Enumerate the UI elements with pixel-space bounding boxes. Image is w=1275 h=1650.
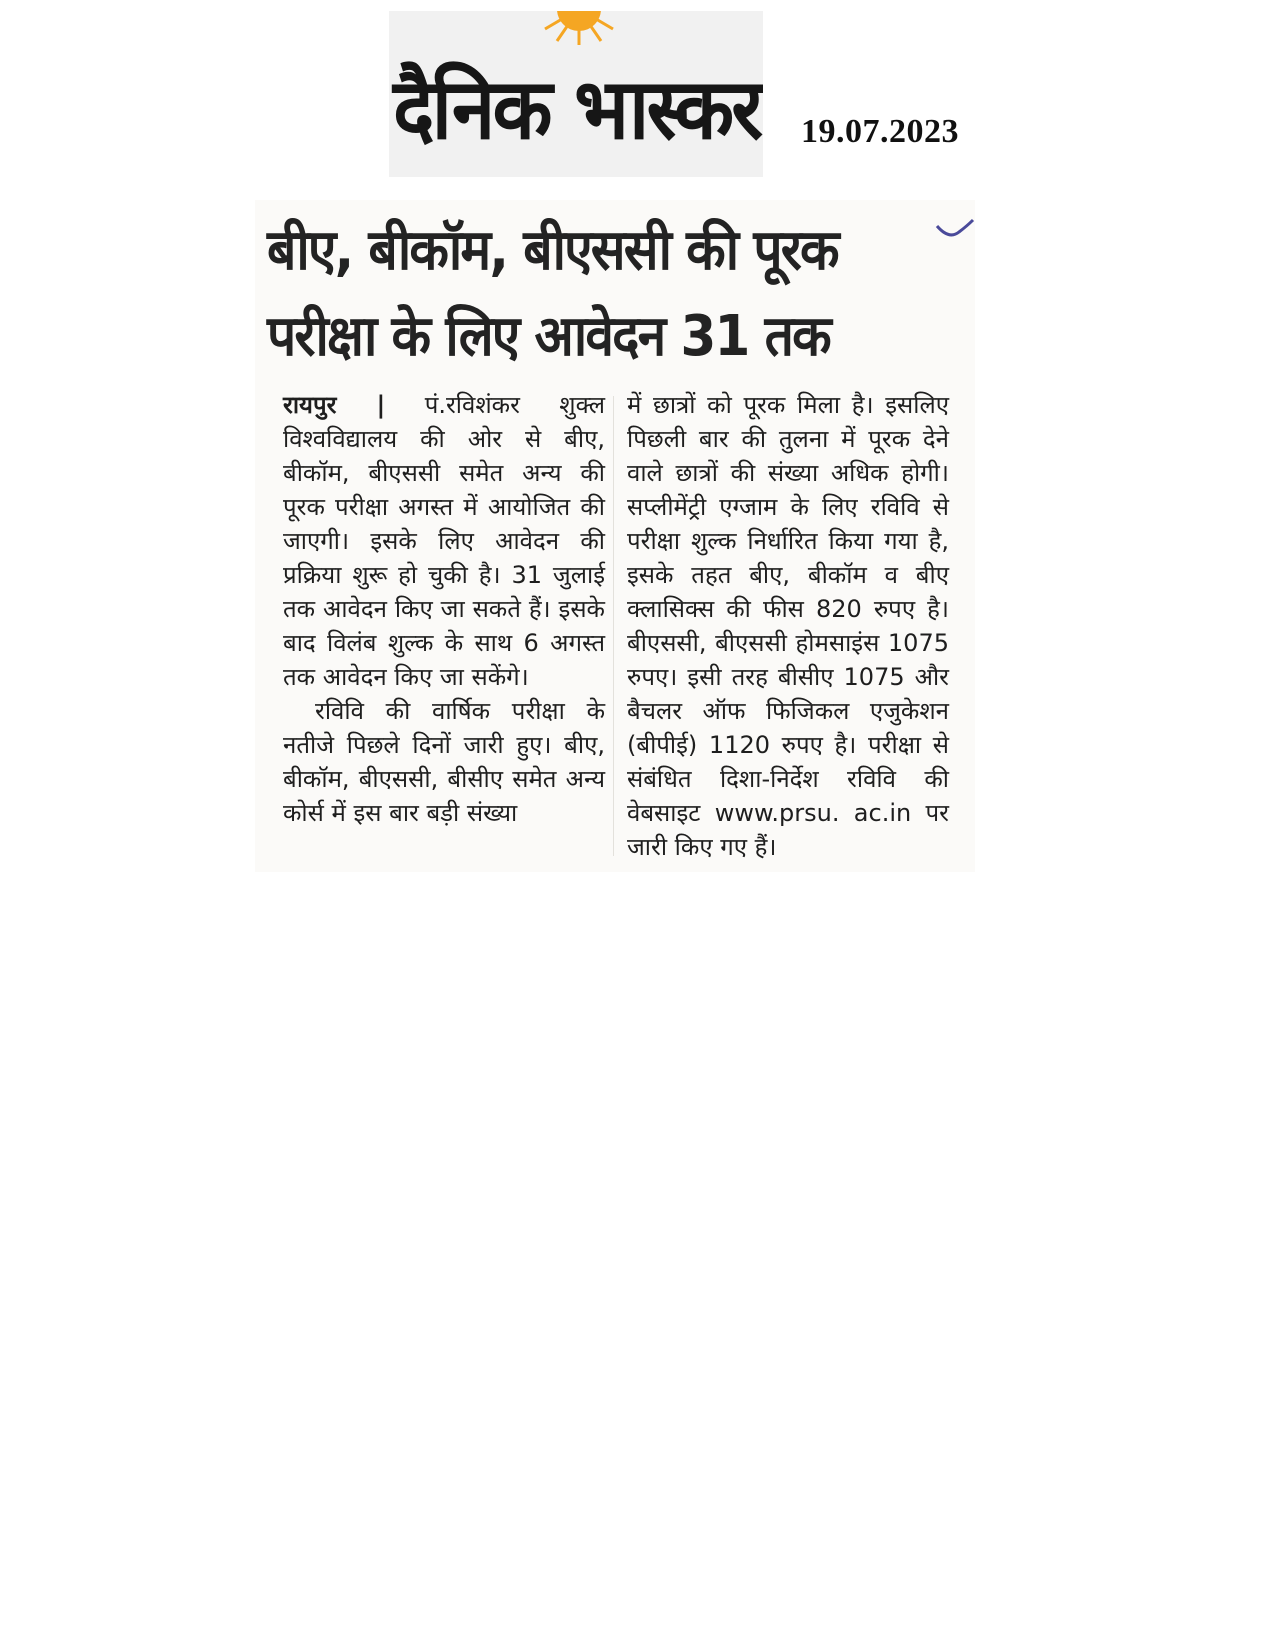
article-column-right (627, 388, 949, 864)
news-clipping (255, 200, 975, 872)
publication-date: 19.07.2023 (801, 113, 959, 150)
masthead-logo (389, 11, 763, 177)
article-headline (267, 208, 893, 380)
paragraph-2: रविवि की वार्षिक परीक्षा के नतीजे पिछले दिनों जारी हुए। बीए, बीकॉम, बीएससी, बीसीए समेत अन्य कोर्स में इस बार बड़ी संख्या (283, 697, 605, 827)
article-column-left (283, 388, 605, 830)
tick-mark-icon (935, 218, 975, 244)
paragraph-1: पं.रविशंकर शुक्ल विश्वविद्यालय की ओर से बीए, बीकॉम, बीएससी समेत अन्य की पूरक परीक्षा अगस्त में आयोजित की जाएगी। इसके लिए आवेदन की प्रक्रिया शुरू हो चुकी है। 31 जुलाई तक आवेदन किए जा सकते हैं। इसके बाद विलंब शुल्क के साथ 6 अगस्त तक आवेदन किए जा सकेंगे। (283, 391, 605, 691)
paragraph-3: में छात्रों को पूरक मिला है। इसलिए पिछली बार की तुलना में पूरक देने वाले छात्रों की संख्या अधिक होगी। सप्लीमेंट्री एग्जाम के लिए रविवि से परीक्षा शुल्क निर्धारित किया गया है, इसके तहत बीए, बीकॉम व बीए क्लासिक्स की फीस 820 रुपए है। बीएससी, बीएससी होमसाइंस 1075 रुपए। इसी तरह बीसीए 1075 और बैचलर ऑफ फिजिकल एजुकेशन (बीपीई) 1120 रुपए है। परीक्षा से संबंधित दिशा-निर्देश रविवि की वेबसाइट www.prsu. ac.in पर जारी किए गए हैं। (627, 391, 949, 861)
column-divider (613, 396, 614, 856)
dateline: रायपुर | (283, 391, 386, 419)
headline-line-2: परीक्षा के लिए आवेदन 31 तक (267, 304, 830, 369)
sun-logo-icon (539, 11, 619, 49)
headline-line-1: बीए, बीकॉम, बीएससी की पूरक (267, 218, 838, 283)
masthead-title: दैनिक भास्कर (393, 60, 761, 158)
